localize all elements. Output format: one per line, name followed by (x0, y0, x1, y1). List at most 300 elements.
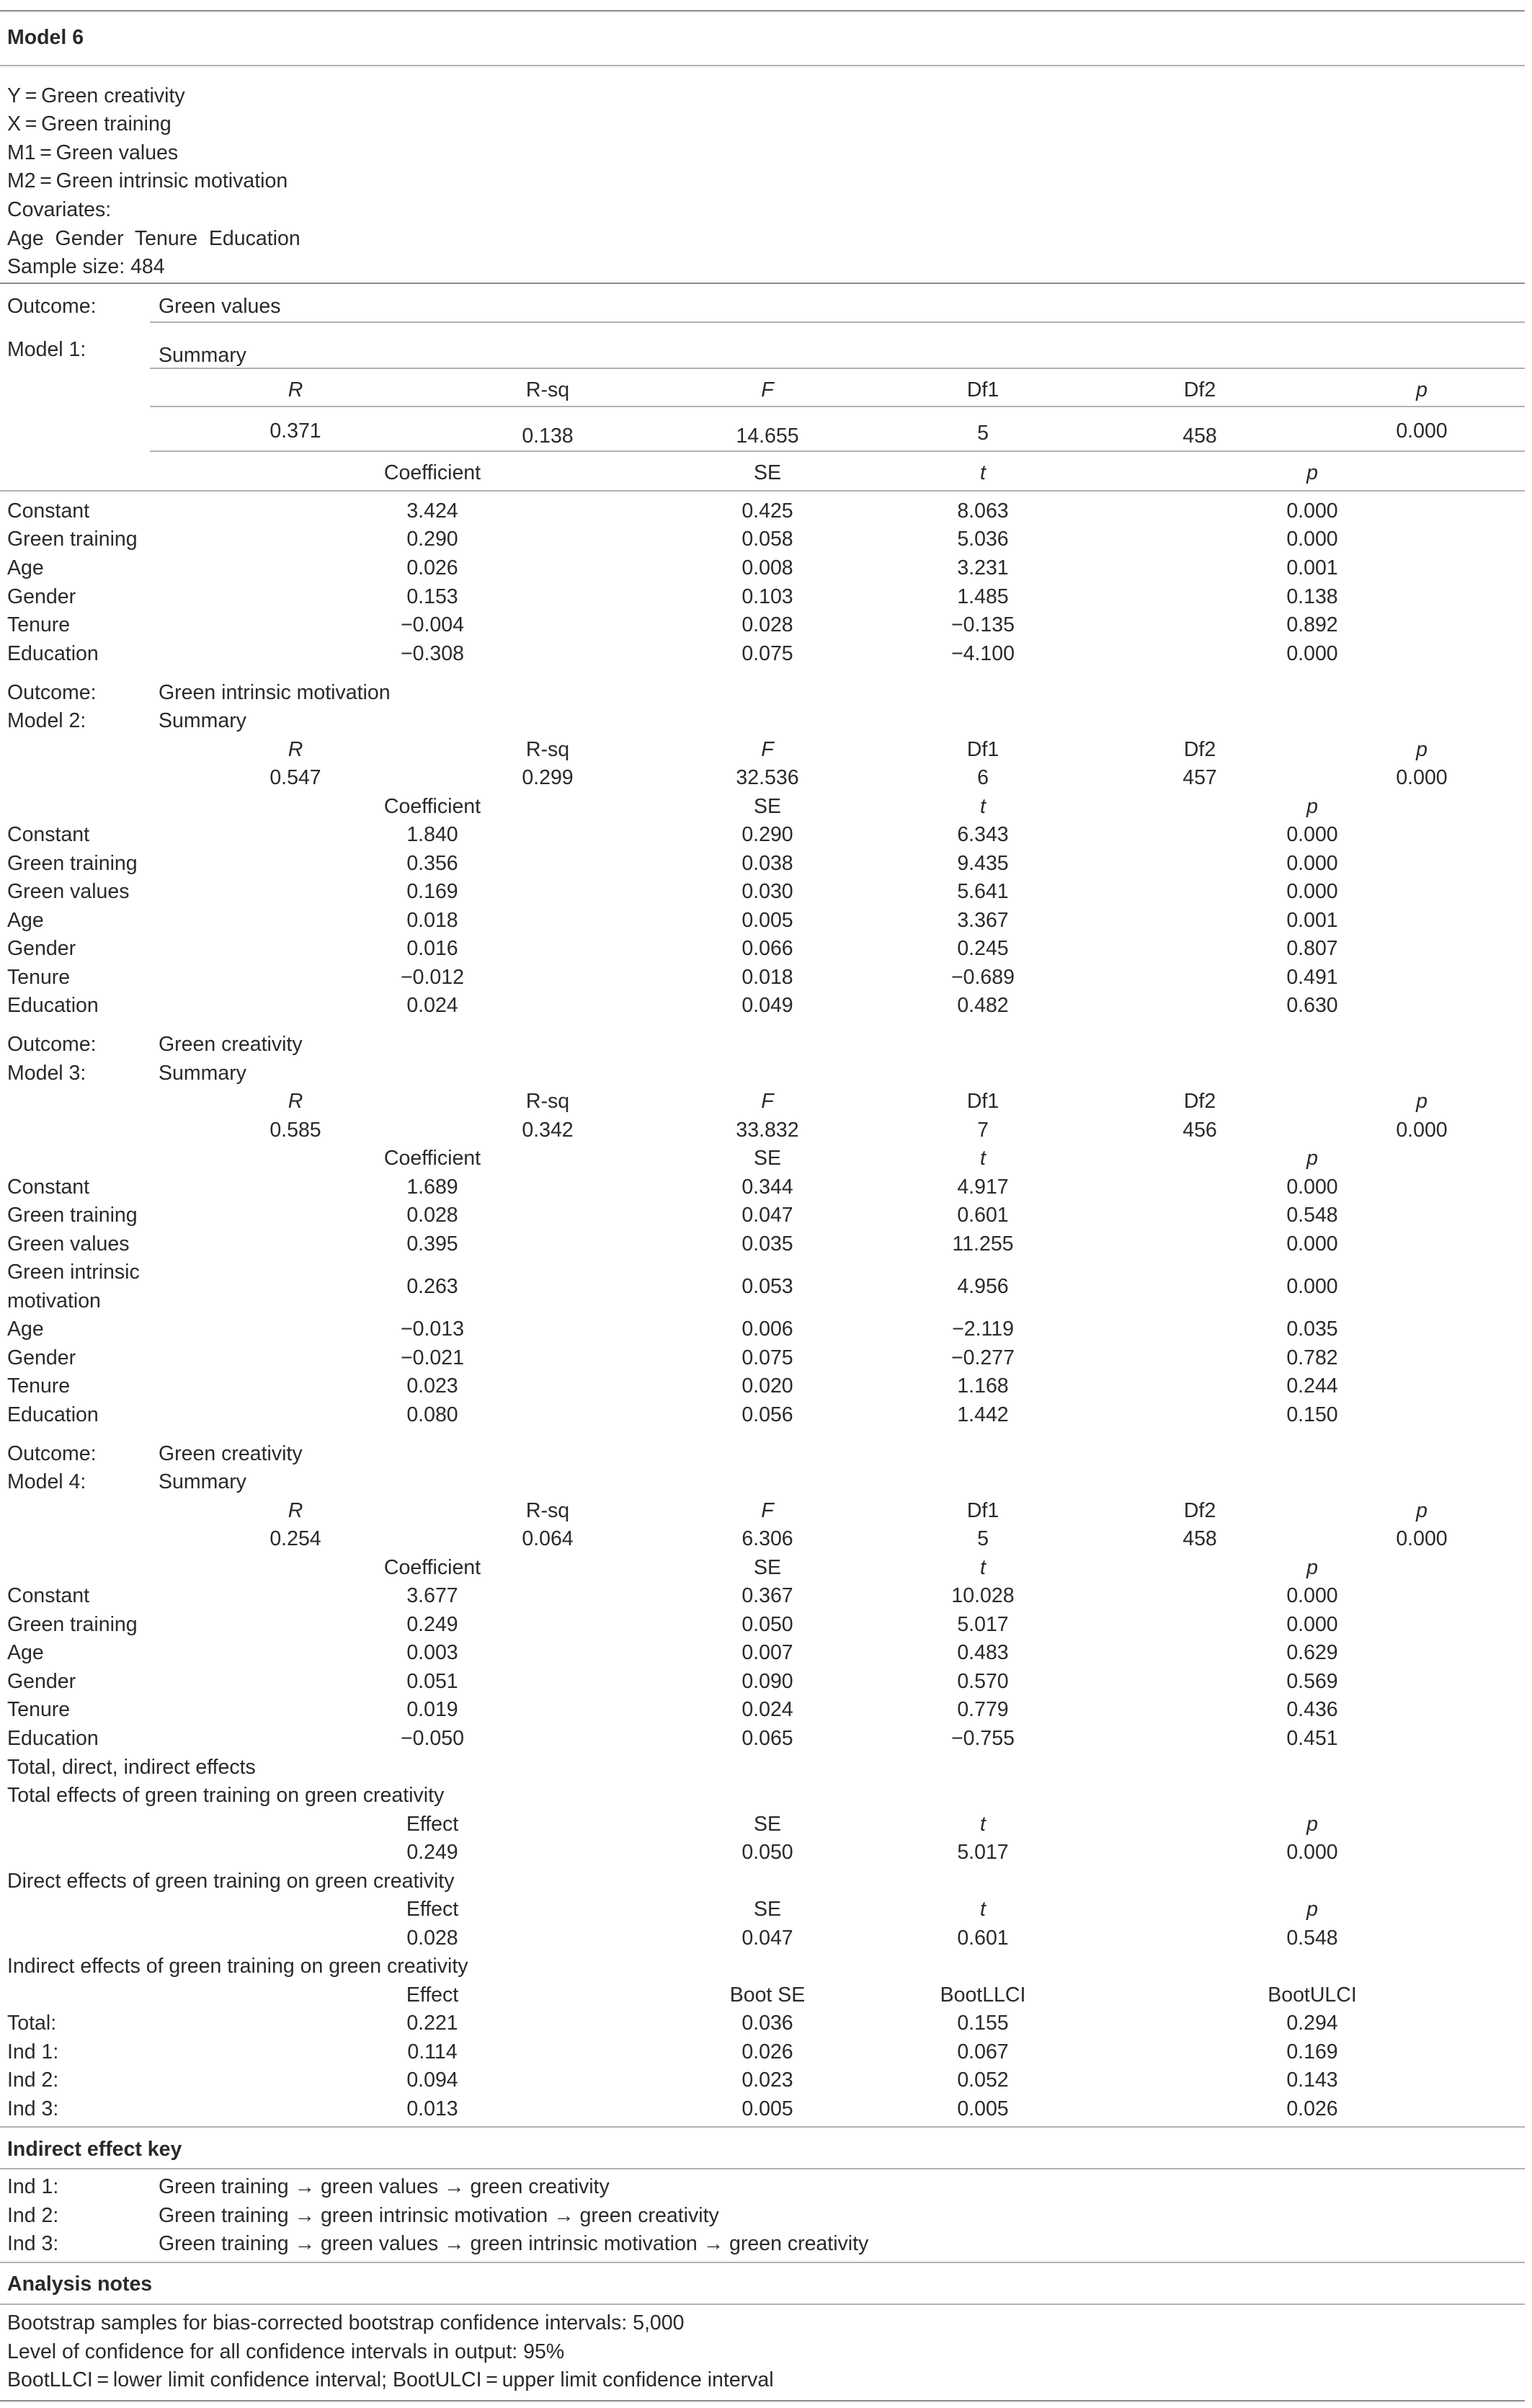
key-path: Green training → green intrinsic motivation → green creativity (159, 2204, 719, 2227)
val-df1: 6 (977, 766, 989, 789)
col-df1: Df1 (966, 738, 999, 761)
key-heading: Indirect effect key (7, 2138, 182, 2161)
col-t: t (980, 1147, 986, 1170)
val-rsq: 0.299 (522, 766, 574, 789)
coef: −0.004 (401, 613, 464, 636)
p: 0.000 (1286, 1176, 1338, 1199)
col-coefficient: Coefficient (383, 1556, 481, 1579)
p: 0.000 (1286, 1584, 1338, 1607)
se: 0.018 (741, 966, 793, 989)
col-p: p (1416, 378, 1428, 401)
coef: 0.153 (406, 585, 458, 608)
coef: 3.424 (406, 499, 458, 523)
boot-se: 0.026 (741, 2040, 793, 2063)
boot-llci: 0.155 (957, 2012, 1009, 2035)
total-effects-header (0, 1810, 1525, 1839)
t: 1.442 (957, 1403, 1009, 1426)
direct-effects-row (0, 1867, 1525, 1896)
table-row (0, 2009, 1525, 2038)
coef: 0.263 (406, 1275, 458, 1298)
table-row (0, 963, 1525, 992)
t: 5.017 (957, 1841, 1009, 1864)
t: −2.119 (952, 1318, 1014, 1341)
t: 10.028 (951, 1584, 1015, 1607)
key-item (0, 2201, 1525, 2230)
coef: 0.169 (406, 880, 458, 903)
col-p: p (1416, 738, 1428, 761)
m2-summary-values (0, 763, 1525, 792)
p: 0.150 (1286, 1403, 1338, 1426)
col-t: t (980, 1556, 986, 1579)
boot-ulci: 0.143 (1286, 2069, 1338, 2092)
coef: 0.019 (406, 1698, 458, 1721)
def-covariate-list: Age Gender Tenure Education (7, 227, 300, 250)
coef: −0.013 (401, 1318, 464, 1341)
se: 0.090 (741, 1670, 793, 1693)
row-label: Ind 3: (7, 2097, 59, 2120)
t: 0.779 (957, 1698, 1009, 1721)
rule (150, 406, 1525, 407)
table-row (0, 1372, 1525, 1400)
p: 0.569 (1286, 1670, 1338, 1693)
se: 0.103 (741, 585, 793, 608)
row-label: Constant (7, 1584, 90, 1607)
col-rsq: R-sq (525, 1090, 570, 1113)
effect: 0.221 (406, 2012, 458, 2035)
val-f: 33.832 (736, 1119, 799, 1142)
col-boot-llci: BootLLCI (940, 1983, 1026, 2007)
val-df2: 457 (1183, 766, 1217, 789)
outcome-value: Green creativity (159, 1442, 303, 1465)
coef: 0.003 (406, 1641, 458, 1664)
boot-llci: 0.067 (957, 2040, 1009, 2063)
m4-model-row (0, 1467, 1525, 1496)
row-label: Age (7, 909, 44, 932)
se: 0.056 (741, 1403, 793, 1426)
coef: 0.395 (406, 1232, 458, 1256)
key-item (0, 2172, 1525, 2201)
col-p: p (1306, 461, 1318, 484)
coef: 1.840 (406, 823, 458, 846)
m4-coef-header (0, 1553, 1525, 1582)
table-row (0, 906, 1525, 935)
model-label: Model 2: (7, 709, 86, 732)
coef: 1.689 (406, 1176, 458, 1199)
bottom-rule (0, 2400, 1525, 2402)
indirect-effects-header (0, 1981, 1525, 2009)
col-t: t (980, 1898, 986, 1921)
row-label: Green values (7, 880, 130, 903)
effect: 0.114 (407, 2040, 458, 2063)
t: 0.601 (957, 1927, 1009, 1950)
t: 6.343 (957, 823, 1009, 846)
val-f: 32.536 (736, 766, 799, 789)
notes-heading: Analysis notes (7, 2273, 153, 2296)
col-df1: Df1 (966, 1090, 999, 1113)
effect: 0.094 (406, 2069, 458, 2092)
m3-coef-header (0, 1144, 1525, 1173)
boot-llci: 0.005 (957, 2097, 1009, 2120)
outcome-label: Outcome: (7, 1442, 97, 1465)
t: 5.641 (957, 880, 1009, 903)
col-df1: Df1 (966, 1499, 999, 1522)
table-row (0, 1201, 1525, 1230)
t: 4.917 (957, 1176, 1009, 1199)
summary-label: Summary (159, 344, 246, 367)
row-label-line1: Green intrinsic (7, 1261, 140, 1284)
se: 0.020 (741, 1374, 793, 1398)
coef: 0.080 (406, 1403, 458, 1426)
summary-label: Summary (159, 709, 246, 732)
coef: −0.021 (401, 1346, 464, 1369)
summary-label: Summary (159, 1062, 246, 1085)
col-se: SE (753, 795, 782, 818)
val-f: 6.306 (741, 1527, 793, 1550)
outcome-label: Outcome: (7, 1033, 97, 1056)
t: 11.255 (952, 1232, 1014, 1256)
se: 0.005 (741, 909, 793, 932)
def-m2: M2 = Green intrinsic motivation (7, 169, 288, 192)
row-label: Tenure (7, 613, 71, 636)
key-heading-row (0, 2135, 1525, 2164)
rule (0, 2303, 1525, 2305)
col-p: p (1306, 1556, 1318, 1579)
row-label: Education (7, 1727, 99, 1750)
table-row (0, 2038, 1525, 2066)
p: 0.000 (1286, 1275, 1338, 1298)
direct-effects-header (0, 1895, 1525, 1924)
t: 3.367 (957, 909, 1009, 932)
outcome-label: Outcome: (7, 295, 97, 318)
val-r: 0.254 (270, 1527, 321, 1550)
col-rsq: R-sq (525, 1499, 570, 1522)
row-label: Constant (7, 1176, 90, 1199)
table-row (0, 1667, 1525, 1696)
m3-model-row (0, 1059, 1525, 1088)
p: 0.000 (1286, 1841, 1338, 1864)
p: 0.000 (1286, 642, 1338, 665)
row-label: Gender (7, 1670, 76, 1693)
p: 0.000 (1286, 1232, 1338, 1256)
col-p: p (1306, 1898, 1318, 1921)
col-t: t (980, 1813, 986, 1836)
val-p: 0.000 (1396, 419, 1448, 443)
effect: 0.013 (406, 2097, 458, 2120)
t: 0.601 (957, 1204, 1009, 1227)
row-label: Green values (7, 1232, 130, 1256)
row-label: Gender (7, 1346, 76, 1369)
effects-heading-row (0, 1753, 1525, 1782)
m1-coef-header (0, 458, 1525, 487)
model-label: Model 4: (7, 1470, 86, 1493)
table-row (0, 1315, 1525, 1343)
p: 0.807 (1286, 937, 1338, 960)
col-df2: Df2 (1183, 738, 1216, 761)
row-label: Age (7, 1318, 44, 1341)
row-label: Total: (7, 2012, 57, 2035)
t: 0.482 (957, 994, 1009, 1017)
table-row (0, 525, 1525, 554)
p: 0.782 (1286, 1346, 1338, 1369)
row-label: Tenure (7, 1698, 71, 1721)
row-label: Education (7, 994, 99, 1017)
m2-model-row (0, 706, 1525, 735)
def-covariates: Covariates: (7, 198, 112, 221)
direct-effects-values (0, 1924, 1525, 1952)
note-text: BootLLCI = lower limit confidence interval; BootULCI = upper limit confidence interval (7, 2368, 774, 2391)
col-f: F (761, 1499, 774, 1522)
se: 0.030 (741, 880, 793, 903)
coef: 0.018 (406, 909, 458, 932)
rule (150, 368, 1525, 369)
coef: −0.050 (401, 1727, 464, 1750)
table-row (0, 639, 1525, 668)
col-se: SE (753, 1813, 782, 1836)
se: 0.065 (741, 1727, 793, 1750)
indirect-effects-label: Indirect effects of green training on green creativity (7, 1955, 468, 1978)
rule (0, 2262, 1525, 2263)
col-f: F (761, 738, 774, 761)
table-row (0, 497, 1525, 525)
coef: 0.026 (406, 556, 458, 579)
coef: 0.024 (406, 994, 458, 1017)
coef: 0.016 (406, 937, 458, 960)
def-row (0, 81, 1525, 110)
p: 0.436 (1286, 1698, 1338, 1721)
def-row (0, 138, 1525, 167)
coef: 0.356 (406, 852, 458, 875)
table-row (0, 1724, 1525, 1753)
def-row (0, 166, 1525, 195)
rule (0, 2168, 1525, 2169)
p: 0.001 (1286, 556, 1338, 579)
val-p: 0.000 (1396, 766, 1448, 789)
table-row (0, 849, 1525, 878)
outcome-value: Green creativity (159, 1033, 303, 1056)
col-p: p (1306, 795, 1318, 818)
rule (150, 321, 1525, 323)
p: 0.001 (1286, 909, 1338, 932)
p: 0.244 (1286, 1374, 1338, 1398)
col-p: p (1306, 1147, 1318, 1170)
p: 0.000 (1286, 852, 1338, 875)
row-label-line2: motivation (7, 1289, 101, 1312)
rule (150, 450, 1525, 452)
p: 0.451 (1286, 1727, 1338, 1750)
m1-summary-header (0, 376, 1525, 404)
row-label: Constant (7, 823, 90, 846)
t: 1.168 (957, 1374, 1009, 1398)
se: 0.344 (741, 1176, 793, 1199)
def-row (0, 252, 1525, 281)
m3-summary-values (0, 1116, 1525, 1145)
coef: 0.290 (406, 528, 458, 551)
m3-outcome-row (0, 1030, 1525, 1059)
p: 0.548 (1286, 1204, 1338, 1227)
t: 4.956 (957, 1275, 1009, 1298)
col-se: SE (753, 461, 782, 484)
p: 0.138 (1286, 585, 1338, 608)
row-label: Green training (7, 852, 138, 875)
val-r: 0.585 (270, 1119, 321, 1142)
t: 5.017 (957, 1613, 1009, 1636)
m4-outcome-row (0, 1439, 1525, 1468)
table-row (0, 991, 1525, 1020)
p: 0.000 (1286, 499, 1338, 523)
def-y: Y = Green creativity (7, 84, 185, 107)
total-effects-values (0, 1838, 1525, 1867)
note-text: Bootstrap samples for bias-corrected bootstrap confidence intervals: 5,000 (7, 2311, 685, 2334)
m2-summary-header (0, 735, 1525, 764)
m1-model-row (0, 335, 1525, 367)
effect: 0.028 (406, 1927, 458, 1950)
coef: 0.023 (406, 1374, 458, 1398)
row-label: Gender (7, 937, 76, 960)
table-row (0, 554, 1525, 582)
key-label: Ind 3: (7, 2232, 59, 2255)
se: 0.047 (741, 1927, 793, 1950)
row-label: Age (7, 1641, 44, 1664)
boot-se: 0.023 (741, 2069, 793, 2092)
boot-ulci: 0.026 (1286, 2097, 1338, 2120)
def-sample-size: Sample size: 484 (7, 255, 165, 278)
col-r: R (288, 738, 303, 761)
col-df2: Df2 (1183, 1499, 1216, 1522)
boot-se: 0.005 (741, 2097, 793, 2120)
row-label: Tenure (7, 966, 71, 989)
note-text: Level of confidence for all confidence intervals in output: 95% (7, 2340, 565, 2363)
note-line (0, 2309, 1525, 2337)
table-row (0, 1230, 1525, 1258)
table-row (0, 1695, 1525, 1724)
val-r: 0.371 (270, 419, 321, 443)
row-label: Ind 1: (7, 2040, 59, 2063)
col-effect: Effect (406, 1898, 459, 1921)
boot-ulci: 0.169 (1286, 2040, 1338, 2063)
coef: 0.028 (406, 1204, 458, 1227)
key-item (0, 2229, 1525, 2258)
table-row (0, 877, 1525, 906)
val-r: 0.547 (270, 766, 321, 789)
col-t: t (980, 795, 986, 818)
val-df2: 458 (1183, 425, 1217, 448)
table-row (0, 610, 1525, 639)
val-rsq: 0.342 (522, 1119, 574, 1142)
col-p: p (1416, 1090, 1428, 1113)
m3-summary-header (0, 1087, 1525, 1116)
def-x: X = Green training (7, 112, 172, 135)
m1-summary-values (0, 417, 1525, 448)
m4-summary-header (0, 1496, 1525, 1525)
notes-heading-row (0, 2270, 1525, 2298)
note-line (0, 2365, 1525, 2394)
def-row (0, 224, 1525, 253)
val-p: 0.000 (1396, 1527, 1448, 1550)
se: 0.008 (741, 556, 793, 579)
note-line (0, 2337, 1525, 2366)
key-label: Ind 2: (7, 2204, 59, 2227)
t: 1.485 (957, 585, 1009, 608)
table-row (0, 1258, 1525, 1315)
col-p: p (1416, 1499, 1428, 1522)
t: −4.100 (951, 642, 1015, 665)
se: 0.075 (741, 1346, 793, 1369)
se: 0.006 (741, 1318, 793, 1341)
col-df1: Df1 (966, 378, 999, 401)
se: 0.367 (741, 1584, 793, 1607)
row-label: Constant (7, 499, 90, 523)
top-rule (0, 10, 1525, 12)
val-p: 0.000 (1396, 1119, 1448, 1142)
col-coefficient: Coefficient (383, 795, 481, 818)
se: 0.035 (741, 1232, 793, 1256)
col-se: SE (753, 1898, 782, 1921)
key-path: Green training → green values → green creativity (159, 2175, 610, 2198)
col-r: R (288, 378, 303, 401)
col-effect: Effect (406, 1983, 459, 2007)
m2-coef-header (0, 792, 1525, 821)
t: 0.483 (957, 1641, 1009, 1664)
indirect-effects-row (0, 1952, 1525, 1981)
row-label: Green training (7, 528, 138, 551)
se: 0.038 (741, 852, 793, 875)
se: 0.007 (741, 1641, 793, 1664)
val-rsq: 0.064 (522, 1527, 574, 1550)
row-label: Green training (7, 1613, 138, 1636)
se: 0.058 (741, 528, 793, 551)
col-r: R (288, 1090, 303, 1113)
coef: −0.012 (401, 966, 464, 989)
se: 0.024 (741, 1698, 793, 1721)
effect: 0.249 (406, 1841, 458, 1864)
p: 0.000 (1286, 880, 1338, 903)
col-p: p (1306, 1813, 1318, 1836)
table-row (0, 2094, 1525, 2123)
col-coefficient: Coefficient (383, 461, 481, 484)
m2-outcome-row (0, 678, 1525, 707)
t: −0.277 (951, 1346, 1015, 1369)
t: 9.435 (957, 852, 1009, 875)
coef: 3.677 (406, 1584, 458, 1607)
row-label: Green training (7, 1204, 138, 1227)
rule (0, 2126, 1525, 2128)
total-effects-label: Total effects of green training on green creativity (7, 1784, 445, 1807)
t: −0.135 (951, 613, 1015, 636)
table-row (0, 1638, 1525, 1667)
row-label: Tenure (7, 1374, 71, 1398)
col-se: SE (753, 1147, 782, 1170)
col-df2: Df2 (1183, 1090, 1216, 1113)
title-rule (0, 65, 1525, 66)
boot-se: 0.036 (741, 2012, 793, 2035)
col-coefficient: Coefficient (383, 1147, 481, 1170)
m4-summary-values (0, 1524, 1525, 1553)
val-df2: 458 (1183, 1527, 1217, 1550)
col-se: SE (753, 1556, 782, 1579)
se: 0.066 (741, 937, 793, 960)
model-label: Model 3: (7, 1062, 86, 1085)
t: 3.231 (957, 556, 1009, 579)
col-r: R (288, 1499, 303, 1522)
col-df2: Df2 (1183, 378, 1216, 401)
header-rule (0, 283, 1525, 284)
outcome-value: Green intrinsic motivation (159, 681, 391, 704)
val-df1: 7 (977, 1119, 989, 1142)
val-f: 14.655 (736, 425, 799, 448)
table-row (0, 934, 1525, 963)
table-row (0, 1610, 1525, 1639)
rule (0, 490, 1525, 492)
